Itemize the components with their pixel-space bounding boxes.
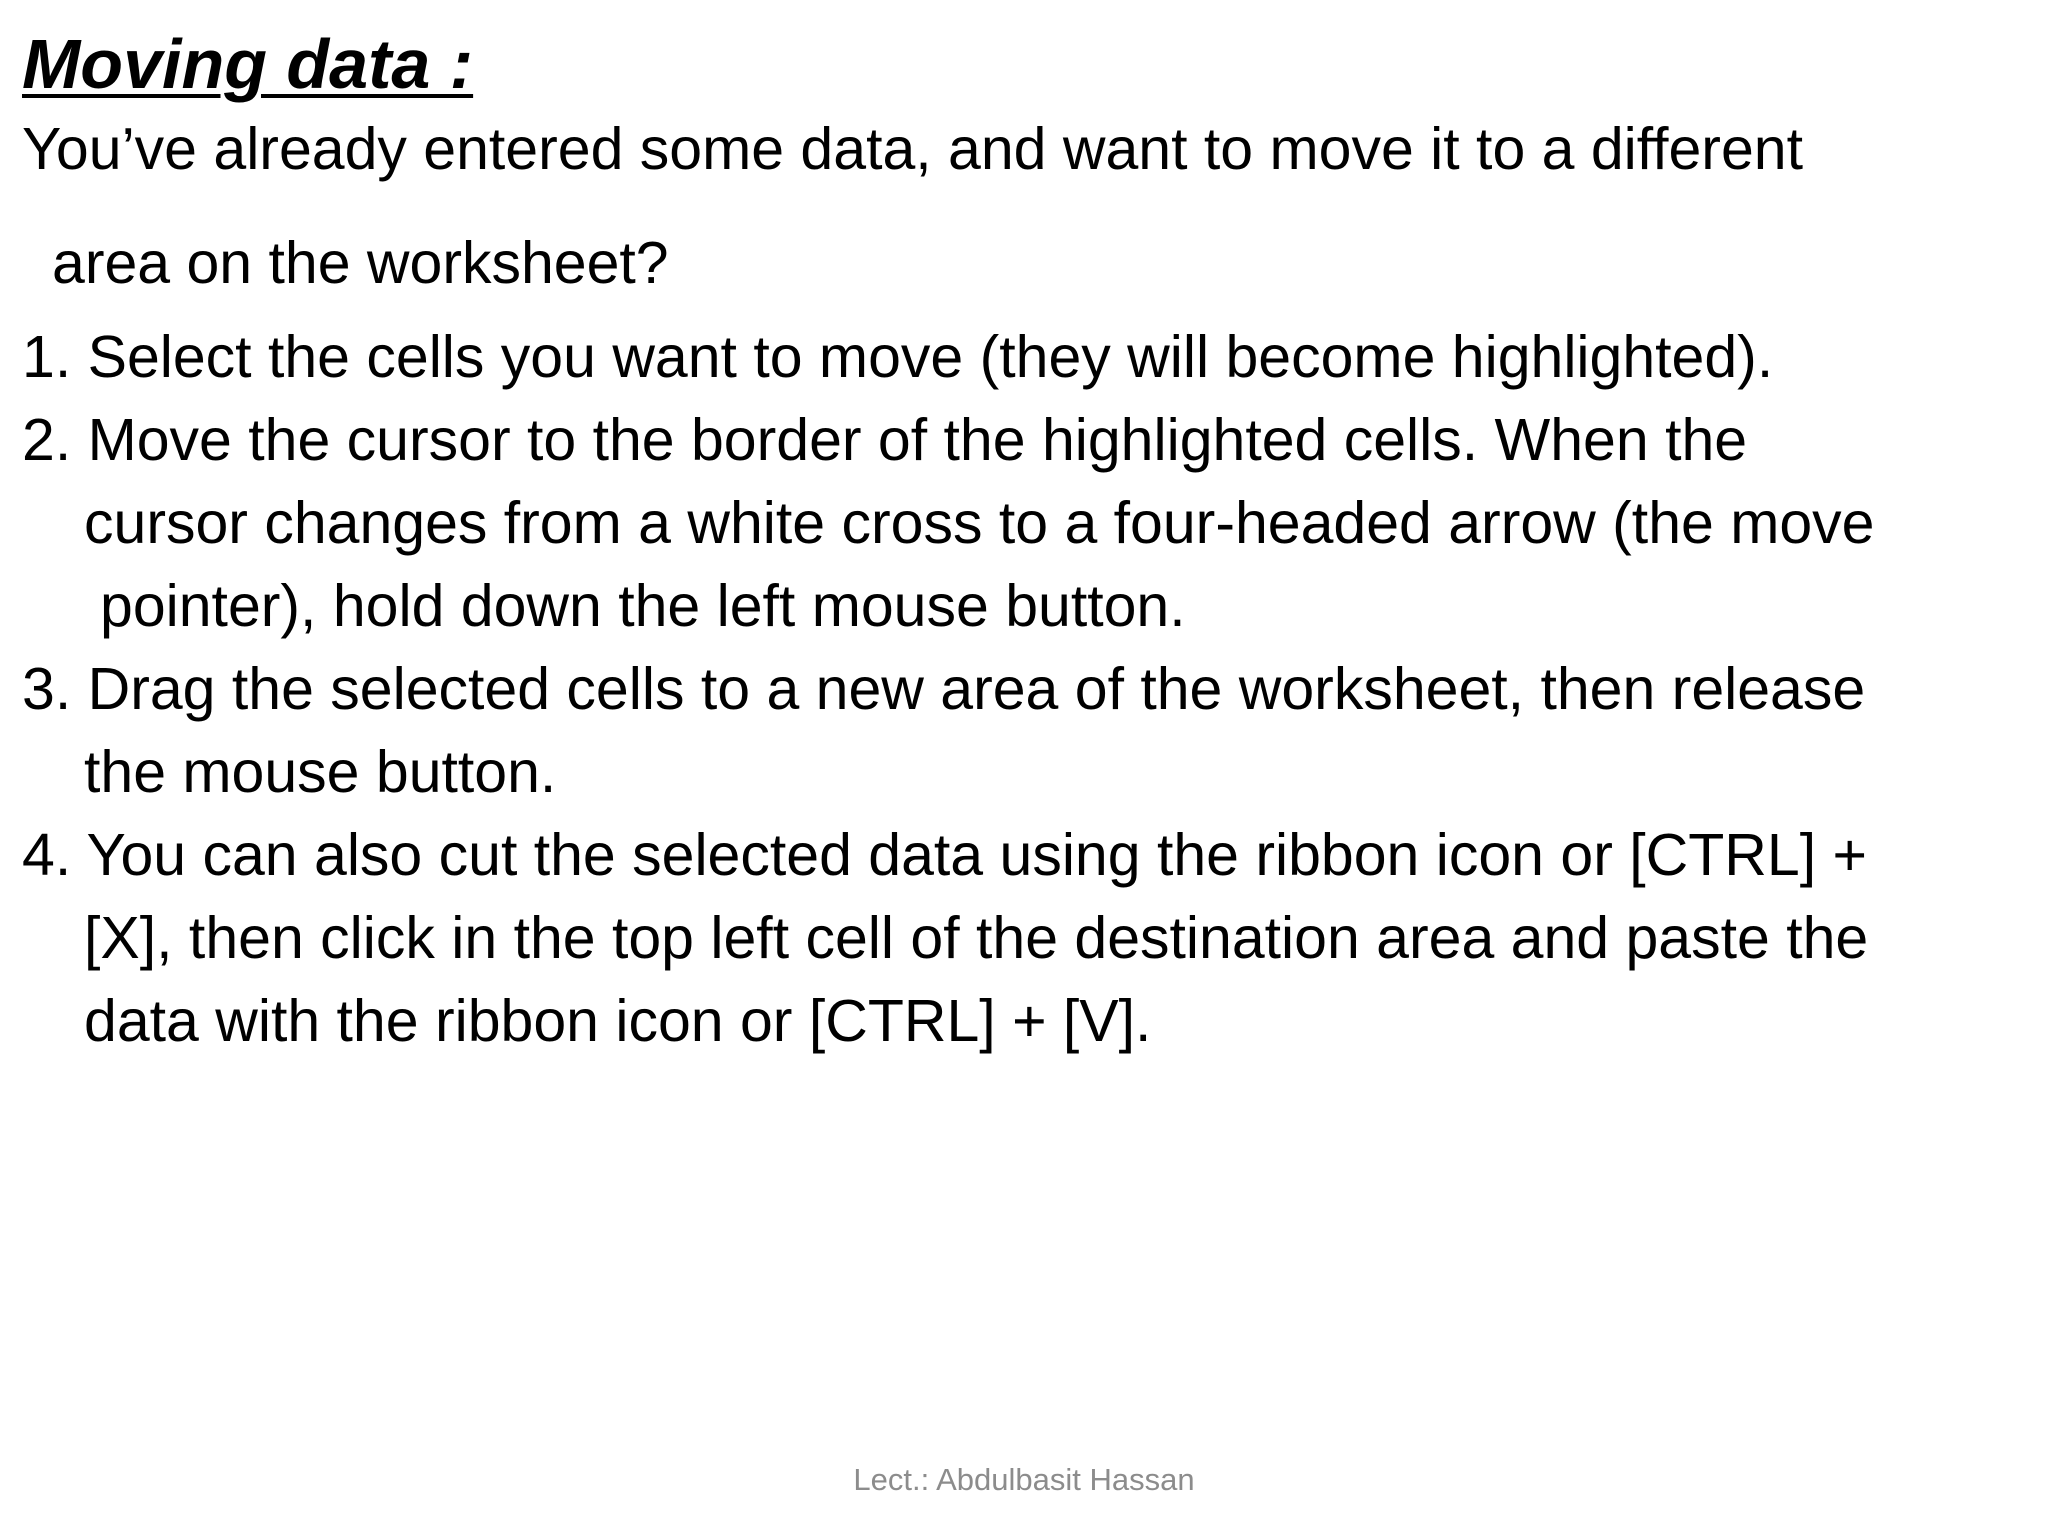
intro-line-1: You’ve already entered some data, and want to move it to a different <box>22 116 1803 182</box>
step-4-line-1: 4. You can also cut the selected data using the ribbon icon or [CTRL] + <box>22 822 1867 888</box>
step-2-line-3: pointer), hold down the left mouse button. <box>100 573 1186 639</box>
step-2-line-1: 2. Move the cursor to the border of the highlighted cells. When the <box>22 407 1748 473</box>
step-2-line-2: cursor changes from a white cross to a four-headed arrow (the move <box>84 490 1875 556</box>
step-3-line-2: the mouse button. <box>84 739 557 805</box>
step-3-line-1: 3. Drag the selected cells to a new area of the worksheet, then release <box>22 656 1866 722</box>
intro-line-2: area on the worksheet? <box>52 230 669 296</box>
slide-title: Moving data : <box>22 25 474 103</box>
step-1-line-1: 1. Select the cells you want to move (they will become highlighted). <box>22 324 1774 390</box>
step-4-line-3: data with the ribbon icon or [CTRL] + [V]. <box>84 988 1152 1054</box>
footer-lecturer: Lect.: Abdulbasit Hassan <box>853 1462 1195 1497</box>
step-4-line-2: [X], then click in the top left cell of the destination area and paste the <box>84 905 1869 971</box>
